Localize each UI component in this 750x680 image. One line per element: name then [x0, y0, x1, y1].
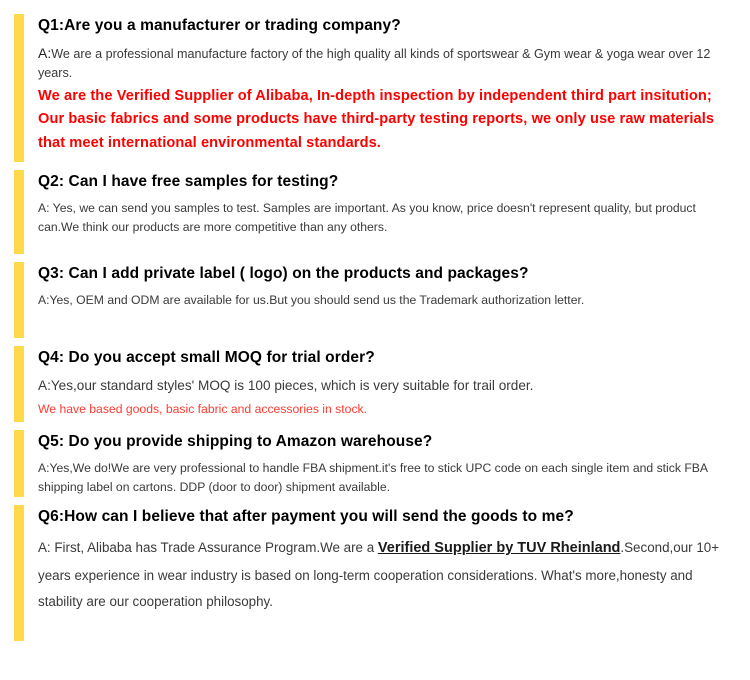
accent-bar	[14, 170, 24, 254]
answer-text: A:Yes,We do!We are very professional to handle FBA shipment.it's free to stick UPC code on each single item and stick FBA shipping label on cartons. DDP (door to door) shipment available.	[38, 461, 708, 495]
question-text: Q1:Are you a manufacturer or trading company?	[38, 17, 401, 34]
faq-item-q5	[14, 430, 736, 497]
accent-bar	[14, 430, 24, 497]
faq-item-q2	[14, 170, 736, 254]
accent-bar	[14, 346, 24, 422]
answer-emphasis: Verified Supplier by TUV Rheinland	[377, 540, 621, 557]
answer-body-part1: A: First, Alibaba has Trade Assurance Program.We are a	[38, 540, 378, 556]
answer-text: A:Yes,our standard styles' MOQ is 100 pieces, which is very suitable for trail order.	[38, 378, 534, 394]
accent-bar	[14, 505, 24, 641]
answer-body: We are a professional manufacture factory of the high quality all kinds of sportswear & Gym wear & yoga wear over 12 years.	[38, 47, 711, 81]
question-text: Q4: Do you accept small MOQ for trial order?	[38, 349, 375, 366]
faq-item-q3	[14, 262, 736, 338]
answer-text: A:Yes, OEM and ODM are available for us.But you should send us the Trademark authorization letter.	[38, 293, 585, 308]
accent-bar	[14, 262, 24, 338]
faq-item-q4	[14, 346, 736, 422]
answer-text: A: Yes, we can send you samples to test. Samples are important. As you know, price doesn't represent quality, but product can.We think our products are more competitive than any others.	[38, 201, 696, 235]
answer-text	[38, 43, 736, 83]
faq-item-q6	[14, 505, 736, 641]
question-text: Q5: Do you provide shipping to Amazon warehouse?	[38, 433, 433, 450]
answer-body-part2: .Second,our 10+ years experience in wear industry is based on long-term cooperation considerations. What's more,honesty and stability are our cooperation philosophy.	[38, 540, 720, 609]
question-text: Q2: Can I have free samples for testing?	[38, 173, 339, 190]
answer-text	[38, 534, 736, 615]
accent-bar	[14, 14, 24, 162]
question-text: Q6:How can I believe that after payment you will send the goods to me?	[38, 508, 574, 526]
answer-prefix: A:	[38, 45, 52, 62]
answer-note: We have based goods, basic fabric and accessories in stock.	[38, 402, 368, 417]
answer-highlight: We are the Verified Supplier of Alibaba, In-depth inspection by independent third part insitution; Our basic fabrics and some products have third-party testing reports, we only use raw materials that meet international environmental standards.	[38, 88, 715, 151]
faq-item-q1	[14, 14, 736, 162]
question-text: Q3: Can I add private label ( logo) on the products and packages?	[38, 265, 529, 282]
